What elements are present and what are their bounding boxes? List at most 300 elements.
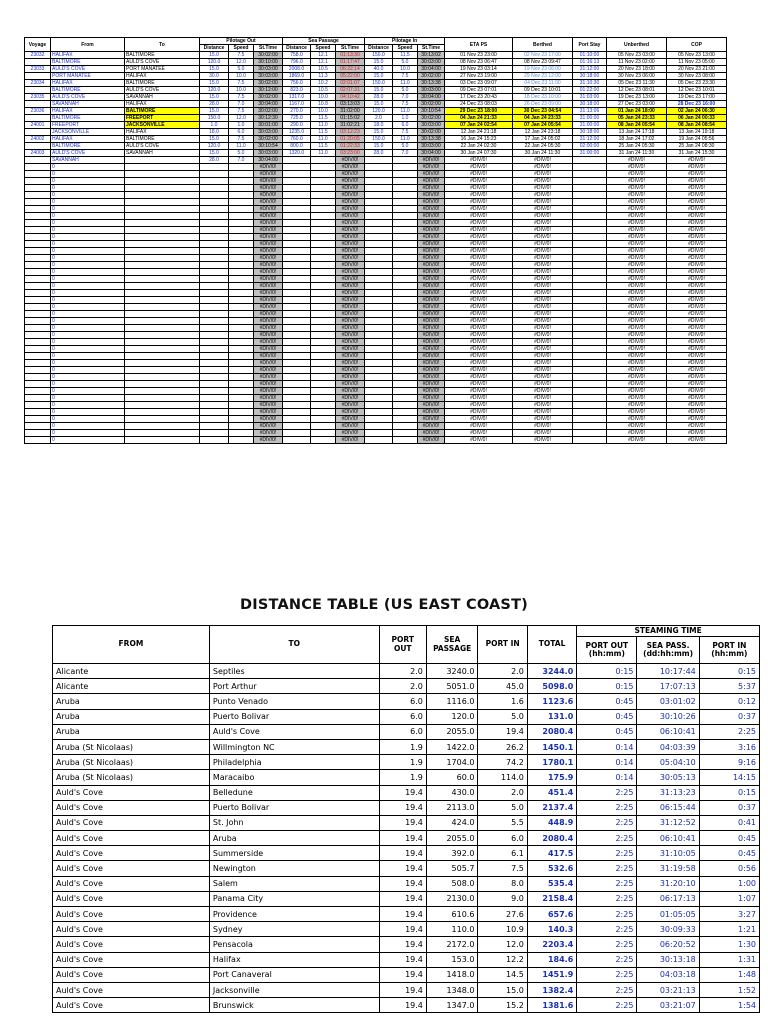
pilotage-out-speed[interactable] bbox=[229, 262, 254, 269]
sea-passage-speed[interactable] bbox=[311, 269, 336, 276]
berthed[interactable]: #DIV/0! bbox=[513, 290, 573, 297]
pilotage-in-sttime[interactable]: #DIV/0! bbox=[418, 255, 445, 262]
dist-from[interactable]: Auld's Cove bbox=[53, 967, 210, 982]
sea-passage-distance[interactable] bbox=[283, 388, 311, 395]
voyage-number[interactable] bbox=[25, 199, 51, 206]
pilotage-out-speed[interactable] bbox=[229, 318, 254, 325]
eta-ps[interactable]: #DIV/0! bbox=[445, 304, 513, 311]
unberthed[interactable]: 18 Jan 24 17:02 bbox=[607, 136, 667, 143]
cop[interactable]: 20 Nov 23 21:00 bbox=[667, 66, 727, 73]
pilotage-in-sttime[interactable]: #DIV/0! bbox=[418, 332, 445, 339]
dist-from[interactable]: Aruba (St Nicolaas) bbox=[53, 770, 210, 785]
dist-sea-passage[interactable]: 1704.0 bbox=[426, 755, 478, 770]
dist-st-port-out[interactable]: 0:45 bbox=[577, 724, 637, 739]
voyage-to[interactable] bbox=[125, 374, 200, 381]
pilotage-out-distance[interactable]: 15.0 bbox=[200, 150, 229, 157]
voyage-from[interactable]: HALIFAX bbox=[51, 136, 125, 143]
sea-passage-sttime[interactable]: #DIV/0! bbox=[336, 199, 365, 206]
pilotage-out-distance[interactable] bbox=[200, 234, 229, 241]
voyage-to[interactable]: BALTIMORE bbox=[125, 136, 200, 143]
pilotage-out-sttime[interactable]: #DIV/0! bbox=[254, 255, 283, 262]
unberthed[interactable]: #DIV/0! bbox=[607, 374, 667, 381]
sea-passage-speed[interactable] bbox=[311, 360, 336, 367]
port-stay[interactable] bbox=[573, 360, 607, 367]
voyage-to[interactable] bbox=[125, 241, 200, 248]
dist-st-sea-pass[interactable]: 03:01:02 bbox=[637, 694, 699, 709]
pilotage-in-distance[interactable] bbox=[365, 416, 393, 423]
dist-port-in[interactable]: 6.1 bbox=[478, 846, 527, 861]
port-stay[interactable] bbox=[573, 234, 607, 241]
sea-passage-speed[interactable] bbox=[311, 325, 336, 332]
voyage-number[interactable] bbox=[25, 325, 51, 332]
port-stay[interactable] bbox=[573, 297, 607, 304]
dist-total[interactable]: 1382.4 bbox=[527, 982, 576, 997]
pilotage-out-speed[interactable] bbox=[229, 255, 254, 262]
pilotage-out-sttime[interactable]: #DIV/0! bbox=[254, 297, 283, 304]
pilotage-out-sttime[interactable]: #DIV/0! bbox=[254, 234, 283, 241]
voyage-to[interactable] bbox=[125, 325, 200, 332]
sea-passage-speed[interactable] bbox=[311, 409, 336, 416]
dist-st-port-out[interactable]: 2:25 bbox=[577, 922, 637, 937]
pilotage-out-sttime[interactable]: 30:02:00 bbox=[254, 52, 283, 59]
dist-st-sea-pass[interactable]: 17:07:13 bbox=[637, 679, 699, 694]
sea-passage-sttime[interactable]: 01:17:47 bbox=[336, 59, 365, 66]
sea-passage-distance[interactable]: 796.0 bbox=[283, 59, 311, 66]
voyage-number[interactable]: 23033 bbox=[25, 66, 51, 73]
unberthed[interactable]: #DIV/0! bbox=[607, 213, 667, 220]
berthed[interactable]: #DIV/0! bbox=[513, 213, 573, 220]
voyage-number[interactable] bbox=[25, 318, 51, 325]
pilotage-out-distance[interactable] bbox=[200, 437, 229, 444]
voyage-from[interactable]: 0 bbox=[51, 409, 125, 416]
voyage-to[interactable] bbox=[125, 339, 200, 346]
port-stay[interactable] bbox=[573, 339, 607, 346]
voyage-number[interactable]: 24003 bbox=[25, 150, 51, 157]
cop[interactable]: #DIV/0! bbox=[667, 227, 727, 234]
unberthed[interactable]: #DIV/0! bbox=[607, 234, 667, 241]
port-stay[interactable] bbox=[573, 374, 607, 381]
pilotage-out-speed[interactable]: 7.5 bbox=[229, 108, 254, 115]
sea-passage-sttime[interactable]: #DIV/0! bbox=[336, 192, 365, 199]
voyage-from[interactable]: 0 bbox=[51, 395, 125, 402]
dist-port-out[interactable]: 19.4 bbox=[379, 785, 426, 800]
pilotage-in-sttime[interactable]: 30:02:00 bbox=[418, 129, 445, 136]
voyage-from[interactable]: 0 bbox=[51, 199, 125, 206]
sea-passage-speed[interactable] bbox=[311, 388, 336, 395]
eta-ps[interactable]: #DIV/0! bbox=[445, 262, 513, 269]
pilotage-in-speed[interactable] bbox=[393, 437, 418, 444]
voyage-number[interactable] bbox=[25, 178, 51, 185]
eta-ps[interactable]: #DIV/0! bbox=[445, 423, 513, 430]
voyage-number[interactable] bbox=[25, 192, 51, 199]
pilotage-out-distance[interactable]: 15.0 bbox=[200, 52, 229, 59]
sea-passage-distance[interactable] bbox=[283, 297, 311, 304]
dist-port-out[interactable]: 6.0 bbox=[379, 694, 426, 709]
dist-st-sea-pass[interactable]: 04:03:18 bbox=[637, 967, 699, 982]
dist-total[interactable]: 417.5 bbox=[527, 846, 576, 861]
pilotage-out-distance[interactable]: 15.0 bbox=[200, 94, 229, 101]
berthed[interactable]: 30 Jan 24 11:30 bbox=[513, 150, 573, 157]
dist-st-port-in[interactable]: 1:52 bbox=[699, 982, 759, 997]
pilotage-out-sttime[interactable]: #DIV/0! bbox=[254, 318, 283, 325]
port-stay[interactable] bbox=[573, 318, 607, 325]
port-stay[interactable]: 31:13:06 bbox=[573, 108, 607, 115]
voyage-to[interactable] bbox=[125, 402, 200, 409]
sea-passage-speed[interactable]: 10.5 bbox=[311, 87, 336, 94]
pilotage-in-speed[interactable] bbox=[393, 192, 418, 199]
dist-from[interactable]: Auld's Cove bbox=[53, 998, 210, 1013]
dist-port-in[interactable]: 15.2 bbox=[478, 998, 527, 1013]
eta-ps[interactable]: #DIV/0! bbox=[445, 276, 513, 283]
dist-from[interactable]: Auld's Cove bbox=[53, 907, 210, 922]
pilotage-in-distance[interactable] bbox=[365, 269, 393, 276]
voyage-to[interactable] bbox=[125, 269, 200, 276]
dist-st-sea-pass[interactable]: 03:21:13 bbox=[637, 982, 699, 997]
berthed[interactable]: #DIV/0! bbox=[513, 304, 573, 311]
sea-passage-distance[interactable]: 270.0 bbox=[283, 108, 311, 115]
sea-passage-speed[interactable] bbox=[311, 192, 336, 199]
pilotage-out-distance[interactable] bbox=[200, 339, 229, 346]
cop[interactable]: #DIV/0! bbox=[667, 311, 727, 318]
voyage-from[interactable]: 0 bbox=[51, 304, 125, 311]
pilotage-in-sttime[interactable]: #DIV/0! bbox=[418, 227, 445, 234]
pilotage-in-sttime[interactable]: #DIV/0! bbox=[418, 220, 445, 227]
dist-from[interactable]: Aruba (St Nicolaas) bbox=[53, 739, 210, 754]
port-stay[interactable] bbox=[573, 367, 607, 374]
berthed[interactable]: #DIV/0! bbox=[513, 171, 573, 178]
voyage-from[interactable]: 0 bbox=[51, 416, 125, 423]
cop[interactable]: 06 Jan 24 00:33 bbox=[667, 115, 727, 122]
pilotage-out-speed[interactable]: 1.0 bbox=[229, 122, 254, 129]
voyage-number[interactable] bbox=[25, 255, 51, 262]
eta-ps[interactable]: #DIV/0! bbox=[445, 353, 513, 360]
sea-passage-distance[interactable]: 1235.0 bbox=[283, 129, 311, 136]
sea-passage-speed[interactable] bbox=[311, 164, 336, 171]
unberthed[interactable]: #DIV/0! bbox=[607, 318, 667, 325]
berthed[interactable]: #DIV/0! bbox=[513, 437, 573, 444]
berthed[interactable]: #DIV/0! bbox=[513, 178, 573, 185]
pilotage-out-distance[interactable] bbox=[200, 388, 229, 395]
pilotage-in-sttime[interactable]: #DIV/0! bbox=[418, 178, 445, 185]
eta-ps[interactable]: 30 Jan 24 07:30 bbox=[445, 150, 513, 157]
berthed[interactable]: #DIV/0! bbox=[513, 374, 573, 381]
pilotage-out-sttime[interactable]: #DIV/0! bbox=[254, 423, 283, 430]
voyage-to[interactable] bbox=[125, 234, 200, 241]
cop[interactable]: #DIV/0! bbox=[667, 255, 727, 262]
voyage-to[interactable] bbox=[125, 276, 200, 283]
voyage-number[interactable]: 23035 bbox=[25, 94, 51, 101]
sea-passage-distance[interactable]: 756.0 bbox=[283, 80, 311, 87]
cop[interactable]: #DIV/0! bbox=[667, 262, 727, 269]
pilotage-in-sttime[interactable]: #DIV/0! bbox=[418, 339, 445, 346]
sea-passage-distance[interactable] bbox=[283, 206, 311, 213]
dist-st-port-out[interactable]: 2:25 bbox=[577, 831, 637, 846]
sea-passage-sttime[interactable]: #DIV/0! bbox=[336, 213, 365, 220]
sea-passage-distance[interactable] bbox=[283, 332, 311, 339]
berthed[interactable]: #DIV/0! bbox=[513, 227, 573, 234]
pilotage-in-speed[interactable] bbox=[393, 185, 418, 192]
cop[interactable]: #DIV/0! bbox=[667, 290, 727, 297]
voyage-to[interactable]: AULD'S COVE bbox=[125, 143, 200, 150]
pilotage-in-distance[interactable] bbox=[365, 402, 393, 409]
dist-from[interactable]: Alicante bbox=[53, 679, 210, 694]
sea-passage-distance[interactable] bbox=[283, 157, 311, 164]
dist-to[interactable]: Philadelphia bbox=[209, 755, 379, 770]
voyage-to[interactable] bbox=[125, 171, 200, 178]
sea-passage-speed[interactable] bbox=[311, 318, 336, 325]
cop[interactable]: 31 Jan 24 15:30 bbox=[667, 150, 727, 157]
sea-passage-sttime[interactable]: 31:02:21 bbox=[336, 122, 365, 129]
sea-passage-speed[interactable]: 11.0 bbox=[311, 122, 336, 129]
voyage-number[interactable]: 23032 bbox=[25, 52, 51, 59]
voyage-from[interactable]: 0 bbox=[51, 353, 125, 360]
sea-passage-speed[interactable] bbox=[311, 304, 336, 311]
berthed[interactable]: #DIV/0! bbox=[513, 192, 573, 199]
pilotage-out-speed[interactable] bbox=[229, 437, 254, 444]
voyage-from[interactable]: 0 bbox=[51, 185, 125, 192]
eta-ps[interactable]: 24 Dec 23 08:03 bbox=[445, 101, 513, 108]
voyage-number[interactable] bbox=[25, 185, 51, 192]
sea-passage-distance[interactable] bbox=[283, 360, 311, 367]
pilotage-out-distance[interactable] bbox=[200, 262, 229, 269]
pilotage-out-distance[interactable] bbox=[200, 367, 229, 374]
sea-passage-distance[interactable] bbox=[283, 409, 311, 416]
sea-passage-sttime[interactable]: 05:22:00 bbox=[336, 73, 365, 80]
unberthed[interactable]: 30 Nov 23 06:00 bbox=[607, 73, 667, 80]
unberthed[interactable]: #DIV/0! bbox=[607, 437, 667, 444]
pilotage-out-speed[interactable]: 5.0 bbox=[229, 66, 254, 73]
sea-passage-sttime[interactable]: #DIV/0! bbox=[336, 388, 365, 395]
pilotage-out-distance[interactable]: 30.0 bbox=[200, 73, 229, 80]
voyage-number[interactable] bbox=[25, 430, 51, 437]
sea-passage-sttime[interactable]: #DIV/0! bbox=[336, 409, 365, 416]
dist-total[interactable]: 175.9 bbox=[527, 770, 576, 785]
sea-passage-speed[interactable] bbox=[311, 171, 336, 178]
unberthed[interactable]: #DIV/0! bbox=[607, 157, 667, 164]
voyage-to[interactable]: BALTIMORE bbox=[125, 52, 200, 59]
sea-passage-distance[interactable] bbox=[283, 213, 311, 220]
sea-passage-speed[interactable] bbox=[311, 227, 336, 234]
pilotage-out-speed[interactable] bbox=[229, 276, 254, 283]
dist-to[interactable]: Newington bbox=[209, 861, 379, 876]
pilotage-in-sttime[interactable]: #DIV/0! bbox=[418, 416, 445, 423]
unberthed[interactable]: 25 Jan 24 05:30 bbox=[607, 143, 667, 150]
sea-passage-distance[interactable] bbox=[283, 395, 311, 402]
berthed[interactable]: #DIV/0! bbox=[513, 164, 573, 171]
pilotage-in-distance[interactable]: 150.0 bbox=[365, 52, 393, 59]
sea-passage-sttime[interactable]: #DIV/0! bbox=[336, 220, 365, 227]
pilotage-out-sttime[interactable]: #DIV/0! bbox=[254, 185, 283, 192]
dist-from[interactable]: Auld's Cove bbox=[53, 831, 210, 846]
pilotage-out-distance[interactable] bbox=[200, 241, 229, 248]
pilotage-in-sttime[interactable]: 30:04:00 bbox=[418, 66, 445, 73]
dist-st-port-in[interactable]: 14:15 bbox=[699, 770, 759, 785]
dist-st-sea-pass[interactable]: 06:10:41 bbox=[637, 831, 699, 846]
unberthed[interactable]: #DIV/0! bbox=[607, 332, 667, 339]
cop[interactable]: #DIV/0! bbox=[667, 178, 727, 185]
pilotage-out-speed[interactable] bbox=[229, 283, 254, 290]
berthed[interactable]: #DIV/0! bbox=[513, 206, 573, 213]
cop[interactable]: #DIV/0! bbox=[667, 437, 727, 444]
pilotage-in-distance[interactable]: 120.0 bbox=[365, 108, 393, 115]
voyage-to[interactable] bbox=[125, 178, 200, 185]
dist-to[interactable]: Providence bbox=[209, 907, 379, 922]
voyage-from[interactable]: HALIFAX bbox=[51, 108, 125, 115]
pilotage-out-speed[interactable] bbox=[229, 360, 254, 367]
pilotage-out-distance[interactable]: 120.0 bbox=[200, 59, 229, 66]
voyage-number[interactable] bbox=[25, 311, 51, 318]
pilotage-in-distance[interactable] bbox=[365, 423, 393, 430]
sea-passage-sttime[interactable]: #DIV/0! bbox=[336, 346, 365, 353]
sea-passage-sttime[interactable]: 02:01:07 bbox=[336, 80, 365, 87]
sea-passage-distance[interactable] bbox=[283, 353, 311, 360]
dist-to[interactable]: Septiles bbox=[209, 664, 379, 679]
unberthed[interactable]: 05 Nov 23 03:00 bbox=[607, 52, 667, 59]
sea-passage-distance[interactable] bbox=[283, 402, 311, 409]
pilotage-in-speed[interactable] bbox=[393, 290, 418, 297]
voyage-to[interactable]: SAVANNAH bbox=[125, 150, 200, 157]
voyage-number[interactable] bbox=[25, 164, 51, 171]
sea-passage-speed[interactable] bbox=[311, 234, 336, 241]
unberthed[interactable]: #DIV/0! bbox=[607, 164, 667, 171]
sea-passage-speed[interactable] bbox=[311, 255, 336, 262]
cop[interactable]: #DIV/0! bbox=[667, 381, 727, 388]
sea-passage-speed[interactable] bbox=[311, 437, 336, 444]
pilotage-in-speed[interactable]: 11.0 bbox=[393, 136, 418, 143]
pilotage-in-distance[interactable] bbox=[365, 192, 393, 199]
berthed[interactable]: #DIV/0! bbox=[513, 283, 573, 290]
pilotage-out-speed[interactable] bbox=[229, 339, 254, 346]
dist-st-sea-pass[interactable]: 06:17:13 bbox=[637, 891, 699, 906]
voyage-from[interactable]: 0 bbox=[51, 283, 125, 290]
pilotage-in-distance[interactable] bbox=[365, 206, 393, 213]
port-stay[interactable]: 30:18:00 bbox=[573, 129, 607, 136]
sea-passage-distance[interactable] bbox=[283, 276, 311, 283]
sea-passage-sttime[interactable]: #DIV/0! bbox=[336, 248, 365, 255]
pilotage-out-distance[interactable] bbox=[200, 248, 229, 255]
pilotage-in-distance[interactable] bbox=[365, 430, 393, 437]
eta-ps[interactable]: 29 Dec 23 18:00 bbox=[445, 108, 513, 115]
pilotage-in-distance[interactable] bbox=[365, 339, 393, 346]
port-stay[interactable] bbox=[573, 192, 607, 199]
pilotage-out-speed[interactable] bbox=[229, 220, 254, 227]
berthed[interactable]: 04 Dec 23 11:00 bbox=[513, 80, 573, 87]
dist-st-sea-pass[interactable]: 30:09:33 bbox=[637, 922, 699, 937]
pilotage-in-distance[interactable] bbox=[365, 157, 393, 164]
sea-passage-sttime[interactable]: #DIV/0! bbox=[336, 353, 365, 360]
unberthed[interactable]: #DIV/0! bbox=[607, 430, 667, 437]
unberthed[interactable]: #DIV/0! bbox=[607, 227, 667, 234]
pilotage-in-speed[interactable] bbox=[393, 339, 418, 346]
pilotage-out-sttime[interactable]: 30:02:00 bbox=[254, 80, 283, 87]
port-stay[interactable] bbox=[573, 255, 607, 262]
voyage-from[interactable]: 0 bbox=[51, 269, 125, 276]
unberthed[interactable]: #DIV/0! bbox=[607, 339, 667, 346]
dist-st-port-in[interactable]: 1:48 bbox=[699, 967, 759, 982]
sea-passage-distance[interactable] bbox=[283, 339, 311, 346]
pilotage-out-speed[interactable]: 7.5 bbox=[229, 136, 254, 143]
unberthed[interactable]: #DIV/0! bbox=[607, 360, 667, 367]
dist-from[interactable]: Auld's Cove bbox=[53, 922, 210, 937]
pilotage-out-speed[interactable] bbox=[229, 409, 254, 416]
port-stay[interactable]: 31:10:30 bbox=[573, 80, 607, 87]
dist-st-port-in[interactable]: 0:41 bbox=[699, 815, 759, 830]
voyage-from[interactable]: BALTIMORE bbox=[51, 143, 125, 150]
berthed[interactable]: #DIV/0! bbox=[513, 388, 573, 395]
dist-st-port-in[interactable]: 0:15 bbox=[699, 785, 759, 800]
pilotage-out-sttime[interactable]: #DIV/0! bbox=[254, 388, 283, 395]
voyage-from[interactable]: 0 bbox=[51, 171, 125, 178]
sea-passage-distance[interactable] bbox=[283, 199, 311, 206]
cop[interactable]: 30 Nov 23 08:00 bbox=[667, 73, 727, 80]
sea-passage-sttime[interactable]: #DIV/0! bbox=[336, 157, 365, 164]
pilotage-out-sttime[interactable]: #DIV/0! bbox=[254, 276, 283, 283]
pilotage-in-distance[interactable] bbox=[365, 360, 393, 367]
sea-passage-distance[interactable] bbox=[283, 311, 311, 318]
pilotage-in-distance[interactable] bbox=[365, 234, 393, 241]
cop[interactable]: #DIV/0! bbox=[667, 199, 727, 206]
berthed[interactable]: #DIV/0! bbox=[513, 262, 573, 269]
sea-passage-speed[interactable]: 10.2 bbox=[311, 80, 336, 87]
voyage-from[interactable]: 0 bbox=[51, 339, 125, 346]
dist-st-sea-pass[interactable]: 31:10:05 bbox=[637, 846, 699, 861]
pilotage-in-sttime[interactable]: #DIV/0! bbox=[418, 262, 445, 269]
pilotage-out-speed[interactable] bbox=[229, 374, 254, 381]
voyage-from[interactable]: SAVANNAH bbox=[51, 101, 125, 108]
voyage-from[interactable]: 0 bbox=[51, 325, 125, 332]
unberthed[interactable]: #DIV/0! bbox=[607, 269, 667, 276]
unberthed[interactable]: 05 Jan 24 23:33 bbox=[607, 115, 667, 122]
pilotage-out-speed[interactable] bbox=[229, 192, 254, 199]
pilotage-out-distance[interactable]: 28.0 bbox=[200, 157, 229, 164]
sea-passage-sttime[interactable]: #DIV/0! bbox=[336, 234, 365, 241]
dist-port-out[interactable]: 19.4 bbox=[379, 967, 426, 982]
pilotage-in-sttime[interactable]: 30:04:00 bbox=[418, 150, 445, 157]
sea-passage-speed[interactable] bbox=[311, 353, 336, 360]
pilotage-in-distance[interactable] bbox=[365, 381, 393, 388]
cop[interactable]: 25 Jan 24 08:30 bbox=[667, 143, 727, 150]
pilotage-out-sttime[interactable]: #DIV/0! bbox=[254, 206, 283, 213]
voyage-to[interactable] bbox=[125, 430, 200, 437]
unberthed[interactable]: 13 Jan 24 17:18 bbox=[607, 129, 667, 136]
unberthed[interactable]: #DIV/0! bbox=[607, 381, 667, 388]
sea-passage-speed[interactable]: 10.8 bbox=[311, 101, 336, 108]
pilotage-out-sttime[interactable]: #DIV/0! bbox=[254, 213, 283, 220]
unberthed[interactable]: 12 Dec 23 08:01 bbox=[607, 87, 667, 94]
pilotage-out-speed[interactable] bbox=[229, 227, 254, 234]
pilotage-out-sttime[interactable]: #DIV/0! bbox=[254, 227, 283, 234]
port-stay[interactable] bbox=[573, 241, 607, 248]
dist-from[interactable]: Aruba (St Nicolaas) bbox=[53, 755, 210, 770]
pilotage-out-speed[interactable]: 11.0 bbox=[229, 143, 254, 150]
berthed[interactable]: 30 Dec 23 04:54 bbox=[513, 108, 573, 115]
sea-passage-speed[interactable]: 11.5 bbox=[311, 143, 336, 150]
dist-st-port-out[interactable]: 0:45 bbox=[577, 709, 637, 724]
dist-st-sea-pass[interactable]: 31:20:10 bbox=[637, 876, 699, 891]
pilotage-in-sttime[interactable]: #DIV/0! bbox=[418, 402, 445, 409]
pilotage-in-distance[interactable]: 15.0 bbox=[365, 143, 393, 150]
pilotage-out-distance[interactable] bbox=[200, 318, 229, 325]
berthed[interactable]: #DIV/0! bbox=[513, 276, 573, 283]
cop[interactable]: #DIV/0! bbox=[667, 325, 727, 332]
dist-total[interactable]: 1123.6 bbox=[527, 694, 576, 709]
dist-to[interactable]: Jacksonville bbox=[209, 982, 379, 997]
sea-passage-sttime[interactable]: #DIV/0! bbox=[336, 325, 365, 332]
pilotage-in-sttime[interactable]: #DIV/0! bbox=[418, 325, 445, 332]
dist-st-port-out[interactable]: 0:15 bbox=[577, 664, 637, 679]
sea-passage-sttime[interactable]: #DIV/0! bbox=[336, 262, 365, 269]
eta-ps[interactable]: 01 Nov 23 23:00 bbox=[445, 52, 513, 59]
